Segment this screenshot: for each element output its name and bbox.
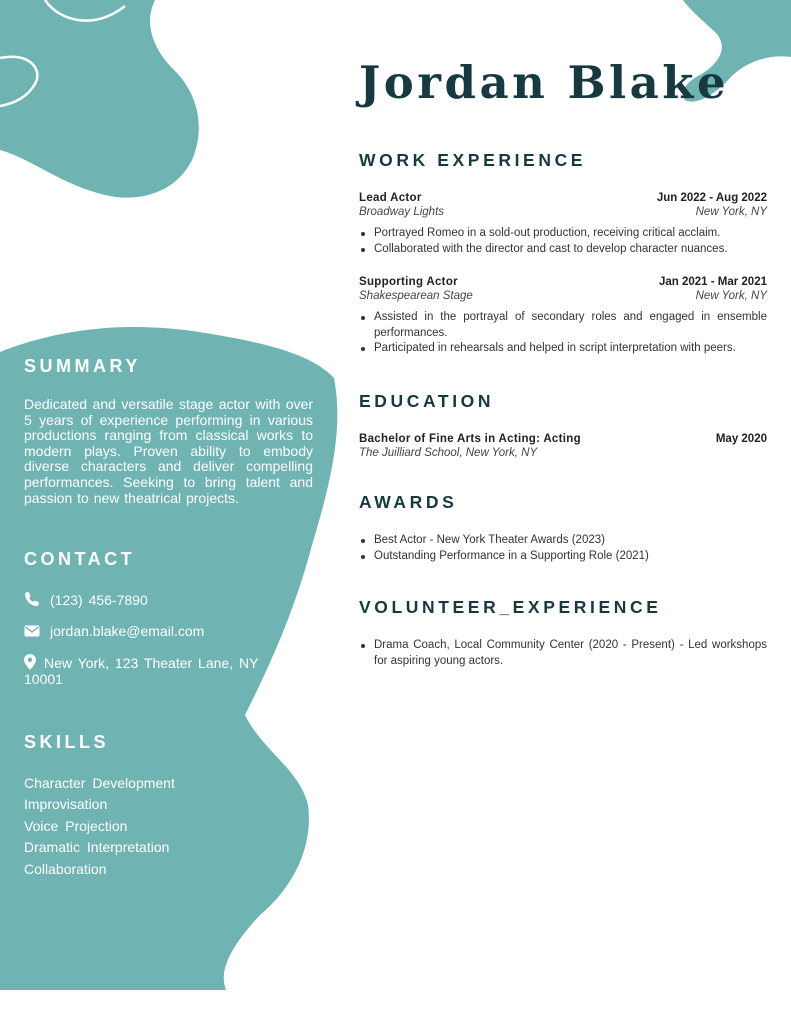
job-company: Shakespearean Stage bbox=[359, 290, 473, 302]
award-item: Outstanding Performance in a Supporting Role (2021) bbox=[374, 549, 767, 565]
contact-email-text: jordan.blake@email.com bbox=[50, 623, 205, 639]
contact-address bbox=[24, 654, 284, 687]
awards-entry bbox=[359, 525, 767, 564]
volunteer-list bbox=[359, 638, 767, 669]
awards-heading: AWARDS bbox=[359, 492, 458, 512]
job-entry bbox=[359, 276, 767, 357]
award-item: Best Actor - New York Theater Awards (2023) bbox=[374, 533, 767, 549]
awards-list bbox=[359, 533, 767, 564]
volunteer-heading: VOLUNTEER_EXPERIENCE bbox=[359, 597, 662, 617]
job-location: New York, NY bbox=[695, 290, 767, 302]
job-entry bbox=[359, 192, 767, 257]
job-bullets bbox=[359, 310, 767, 357]
school-name: The Juilliard School, New York, NY bbox=[359, 447, 538, 459]
contact-phone-text: (123) 456-7890 bbox=[50, 592, 148, 608]
job-bullet: Assisted in the portrayal of secondary roles and engaged in ensemble performances. bbox=[374, 310, 767, 341]
education-heading: EDUCATION bbox=[359, 391, 495, 411]
work-experience-heading: WORK EXPERIENCE bbox=[359, 150, 587, 170]
contact-email[interactable] bbox=[24, 623, 284, 639]
phone-icon bbox=[24, 591, 40, 607]
job-location: New York, NY bbox=[695, 206, 767, 218]
skill-item: Improvisation bbox=[24, 796, 108, 813]
job-title: Lead Actor bbox=[359, 192, 422, 204]
job-company: Broadway Lights bbox=[359, 206, 445, 218]
map-pin-icon bbox=[24, 654, 36, 670]
contact-heading: CONTACT bbox=[24, 549, 136, 569]
job-bullet: Participated in rehearsals and helped in script interpretation with peers. bbox=[374, 341, 767, 357]
skill-item: Dramatic Interpretation bbox=[24, 839, 170, 856]
degree-title: Bachelor of Fine Arts in Acting: Acting bbox=[359, 433, 581, 445]
degree-date: May 2020 bbox=[715, 433, 767, 445]
skills-list bbox=[24, 773, 175, 880]
summary-text: Dedicated and versatile stage actor with over 5 years of experience performing in various productions ranging from classical works to modern plays. Proven ability to embody diverse characters and deliver compelling performances. Seeking to bring talent and passion to new theatrical projects. bbox=[24, 396, 313, 506]
job-bullet: Portrayed Romeo in a sold-out production, receiving critical acclaim. bbox=[374, 226, 767, 242]
volunteer-item: Drama Coach, Local Community Center (2020 - Present) - Led workshops for aspiring young actors. bbox=[374, 638, 767, 669]
top-left-blob bbox=[0, 0, 199, 198]
education-entry bbox=[359, 433, 767, 459]
job-dates: Jan 2021 - Mar 2021 bbox=[658, 276, 767, 288]
volunteer-entry bbox=[359, 630, 767, 669]
resume-name: Jordan Blake bbox=[359, 56, 730, 109]
job-title: Supporting Actor bbox=[359, 276, 458, 288]
summary-heading: SUMMARY bbox=[24, 356, 141, 376]
job-bullets bbox=[359, 226, 767, 257]
job-dates: Jun 2022 - Aug 2022 bbox=[656, 192, 767, 204]
contact-address-text: New York, 123 Theater Lane, NY 10001 bbox=[24, 655, 259, 687]
contact-phone[interactable] bbox=[24, 591, 284, 608]
skill-item: Voice Projection bbox=[24, 817, 128, 834]
skill-item: Collaboration bbox=[24, 860, 107, 877]
skills-heading: SKILLS bbox=[24, 732, 110, 752]
skill-item: Character Development bbox=[24, 775, 175, 791]
envelope-icon bbox=[24, 624, 40, 638]
job-bullet: Collaborated with the director and cast to develop character nuances. bbox=[374, 242, 767, 258]
